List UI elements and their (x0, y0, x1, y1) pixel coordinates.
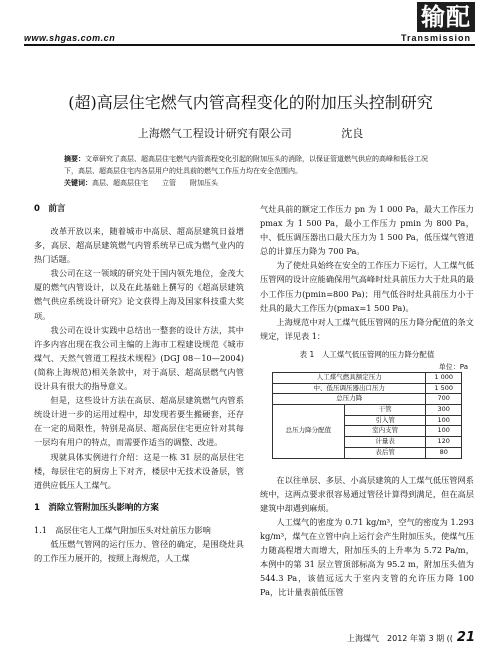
table-cell: 人工煤气燃具额定压力 (273, 372, 426, 383)
paragraph: 人工煤气的密度为 0.71 kg/m³，空气的密度为 1.293 kg/m³，煤气在立管中向上运行会产生附加压头，使煤气压力随高程增大而增大，附加压头的上升率为 5.72 Pa/m，本例中的第 31 层立管顶部标高为 95.2 m，附加压头值为 544.3 Pa，该值远远大于室内支管的允许压力降 100 Pa，比计量表前低压管 (260, 516, 474, 598)
section-heading: 0 前言 (34, 204, 66, 214)
table-caption: 表 1 人工煤气低压管网的压力降分配值 (299, 349, 435, 359)
section-heading: 1 消除立管附加压头影响的方案 (34, 502, 159, 513)
page-number: 21 (456, 630, 475, 645)
table-cell: 1 500 (426, 383, 462, 394)
table-cell: 700 (426, 394, 462, 405)
paragraph: 为了使灶具始终在安全的工作压力下运行，人工煤气低压管网的设计应能确保用气高峰时灶具前压力大于灶具的最小工作压力(pmin=800 Pa)；用气低谷时灶具前压力小于灶具的最大工作压力(pmax=1 500 Pa)。 (260, 260, 474, 313)
author-line (0, 125, 501, 141)
subsection-heading: 1.1 高层住宅人工煤气附加压头对灶前压力影响 (34, 524, 211, 535)
paragraph: 气灶具前的额定工作压力 pn 为 1 000 Pa，最大工作压力 pmax 为 1 500 Pa，最小工作压力 pmin 为 800 Pa，中、低压调压器出口最大压力为 1 500 Pa，低压煤气管道总的计算压力降为 700 Pa。 (260, 204, 474, 257)
abstract-text: 文章研究了高层、超高层住宅燃气内管高程变化引起的附加压头的消除，以保证管道燃气供应的高峰和低谷工况下，高层、超高层住宅内各层用户的灶具前的燃气工作压力均在安全范围内。 (64, 155, 428, 175)
right-column (260, 202, 474, 599)
table-row (273, 383, 462, 394)
author-name: 沈良 (341, 127, 364, 140)
affiliation: 上海燃气工程设计研究有限公司 (137, 127, 292, 140)
paragraph: 在以往单层、多层、小高层建筑的人工煤气低压管网系统中，这两点要求很容易通过管径计算得到满足，但在高层建筑中却遇到麻烦。 (260, 474, 474, 513)
table-row (273, 372, 462, 383)
header-rule (24, 44, 475, 46)
table-cell: 干管 (344, 405, 426, 416)
paragraph: 我公司在这一领域的研究处于国内领先地位，金茂大厦的燃气内管设计，以及在此基础上撰写的《超高层建筑燃气供应系统设计研究》论文获得上海及国家科技重大奖项。 (34, 268, 244, 321)
left-column (34, 202, 244, 565)
table-cell: 表后管 (344, 447, 426, 458)
paragraph: 我公司在设计实践中总结出一整套的设计方法，其中许多内容出现在我公司主编的上海市工程建设规范《城市煤气、天然气管道工程技术规程》(DGJ 08－10—2004)(简称上海规范)相关条款中，对于高层、超高层燃气内管设计具有很大的指导意义。 (34, 324, 244, 392)
footer-journal: 上海煤气 2012 年第 3 期 (( (347, 634, 453, 643)
table-row (273, 405, 462, 416)
keyword: 高层、超高层住宅 (92, 179, 148, 187)
keywords (64, 177, 437, 189)
paragraph: 改革开放以来，随着城市中高层、超高层建筑日益增多，高层、超高层建筑燃气内管系统早已成为燃气业内的热门话题。 (34, 226, 244, 265)
pressure-table (272, 372, 462, 459)
table-cell: 100 (426, 415, 462, 426)
table-cell: 120 (426, 437, 462, 448)
table-cell: 总压力降 (273, 394, 426, 405)
table-cell: 80 (426, 447, 462, 458)
table-cell: 计量表 (344, 437, 426, 448)
paragraph: 但是，这些设计方法在高层、超高层建筑燃气内管系统设计进一步的运用过程中，却发现若要生搬硬套，还存在一定的局限性，特别是高层、超高层住宅更应针对其每一层均有用户的特点，而需要作适当的调整、改进。 (34, 395, 244, 448)
table-cell: 300 (426, 405, 462, 416)
keyword: 立管 (162, 179, 176, 187)
section-subtitle: Transmission (400, 33, 471, 43)
table-unit: 单位：Pa (438, 362, 468, 371)
paragraph: 上海规范中对人工煤气低压管网的压力降分配值的条文规定，详见表 1： (260, 316, 474, 341)
keywords-label: 关键词： (64, 179, 92, 187)
abstract (64, 153, 437, 177)
paper-title: (超)高层住宅燃气内管高程变化的附加压头控制研究 (68, 93, 433, 112)
paragraph: 低压燃气管网的运行压力、管径的确定，是围绕灶具的工作压力展开的，按照上海规范，人工煤 (34, 538, 244, 563)
table-cell: 引入管 (344, 415, 426, 426)
abstract-label: 摘要： (64, 155, 85, 163)
section-logo: 输配 (417, 2, 475, 32)
paragraph: 现就具体实例进行介绍：这是一栋 31 层的高层住宅楼，每层住宅的厨房上下对齐，楼层中无技术设备层，管道供应低压人工煤气。 (34, 451, 244, 490)
table-cell: 室内支管 (344, 426, 426, 437)
journal-url: www.shgas.com.cn (24, 33, 116, 43)
abstract-block (64, 153, 437, 189)
page-footer (347, 630, 475, 645)
table-cell: 总压力降分配值 (273, 405, 345, 459)
table-row (273, 394, 462, 405)
table-cell: 1 000 (426, 372, 462, 383)
table-cell: 100 (426, 426, 462, 437)
table-cell: 中、低压调压器出口压力 (273, 383, 426, 394)
keyword: 附加压头 (190, 179, 218, 187)
